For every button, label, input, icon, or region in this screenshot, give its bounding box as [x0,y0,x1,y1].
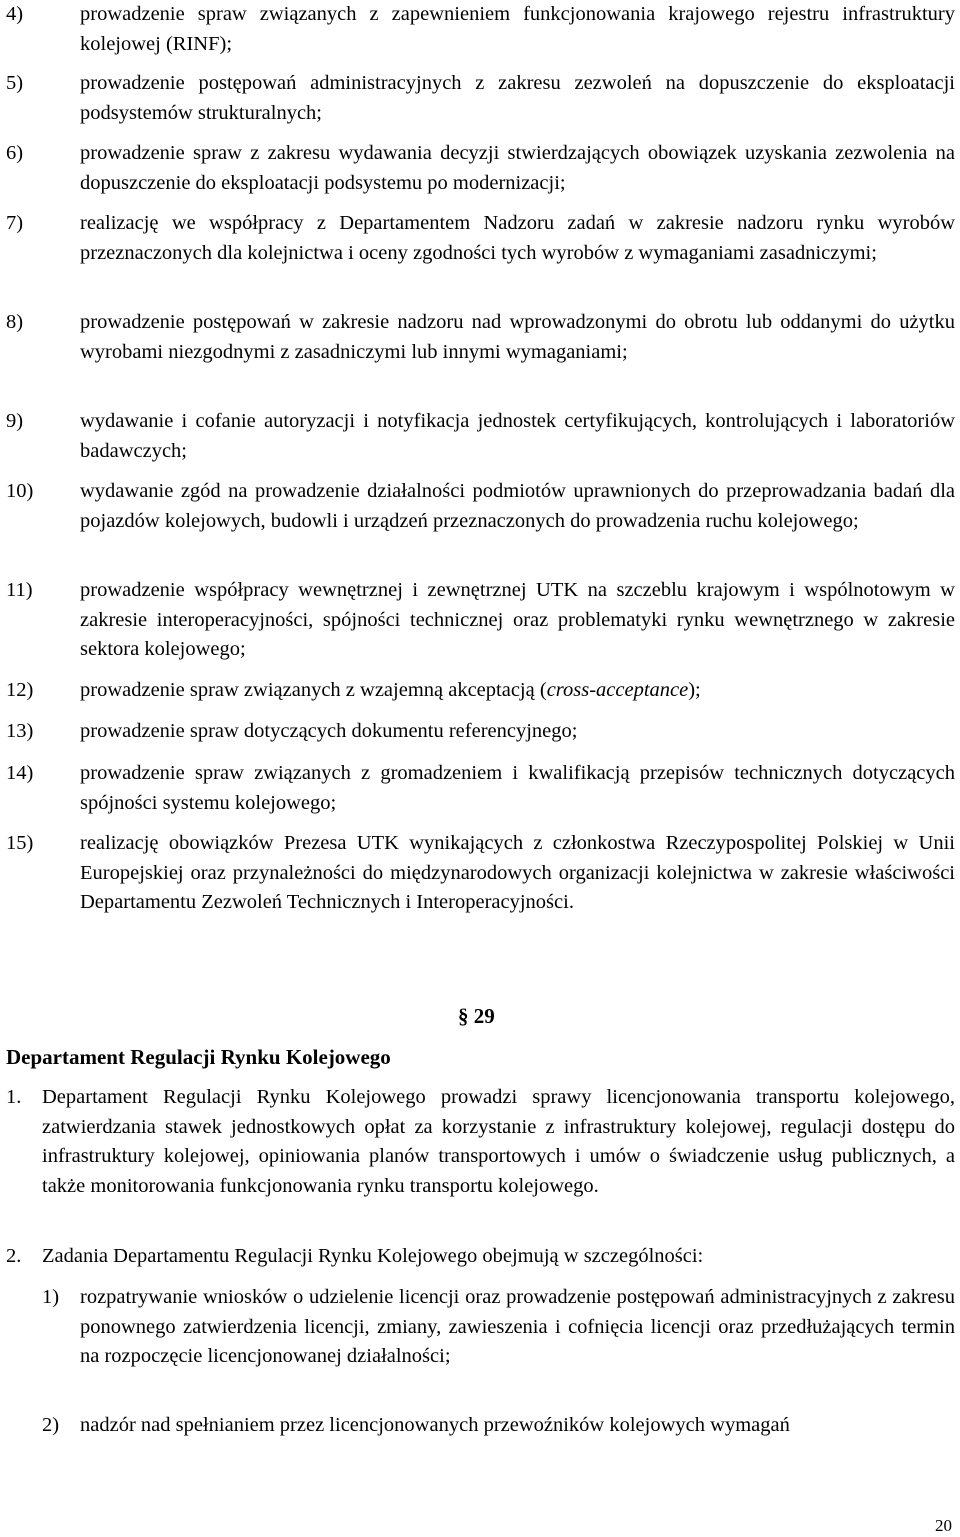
list-item [42,1283,955,1372]
section-paragraph [6,1242,955,1272]
list-item-number: 6) [6,142,24,164]
list-item-number: 4) [6,3,24,25]
list-item-number: 2) [42,1414,60,1436]
list-item [42,1411,955,1441]
list-item-number: 14) [6,762,34,784]
list-item-number: 12) [6,679,34,701]
section-heading: Departament Regulacji Rynku Kolejowego [6,1045,391,1069]
list-item-text: wydawanie i cofanie autoryzacji i notyfikacja jednostek certyfikujących, kontrolujących i laboratoriów badawczych; [80,410,955,462]
list-item-text: realizację obowiązków Prezesa UTK wynikających z członkostwa Rzeczypospolitej Polskiej w Unii Europejskiej oraz przynależności do międzynarodowych organizacji kolejnictwa w zakresie właściwości Departamentu Zezwoleń Technicznych i Interoperacyjności. [80,832,955,913]
list-item-number: 11) [6,579,33,601]
list-item-number: 15) [6,832,34,854]
list-item-text-part: prowadzenie spraw związanych z wzajemną akceptacją ( [80,679,547,701]
list-item-text [80,676,955,706]
list-item [6,717,955,747]
list-item-number: 13) [6,720,34,742]
list-item [6,576,955,665]
list-item-text: prowadzenie postępowań administracyjnych z zakresu zezwoleń na dopuszczenie do eksploatacji podsystemów strukturalnych; [80,72,955,124]
list-item [6,407,955,466]
list-item-number: 10) [6,480,34,502]
section-number: 1. [6,1086,22,1108]
paragraph-mark: § 29 [458,1004,495,1028]
list-item-number: 9) [6,410,24,432]
list-item-italic-term: cross-acceptance [546,679,689,701]
list-item [6,676,955,706]
list-item [6,829,955,918]
list-item [6,0,955,59]
list-item-text: prowadzenie spraw dotyczących dokumentu referencyjnego; [80,720,578,742]
list-item-text: prowadzenie spraw z zakresu wydawania decyzji stwierdzających obowiązek uzyskania zezwolenia na dopuszczenie do eksploatacji podsystemu po modernizacji; [80,142,955,194]
section-text: Zadania Departamentu Regulacji Rynku Kolejowego obejmują w szczególności: [42,1245,704,1267]
list-item-text-part: ); [688,679,701,701]
list-item-number: 1) [42,1286,60,1308]
list-item [6,759,955,818]
page-number: 20 [935,1516,952,1535]
list-item [6,477,955,536]
list-item-text: prowadzenie współpracy wewnętrznej i zewnętrznej UTK na szczeblu krajowym i wspólnotowym w zakresie interoperacyjności, spójności technicznej oraz problematyki rynku wewnętrznego w zakresie sektora kolejowego; [80,579,955,660]
list-item [6,209,955,268]
section-number: 2. [6,1245,22,1267]
section-paragraph [6,1083,955,1201]
list-item-text: rozpatrywanie wniosków o udzielenie licencji oraz prowadzenie postępowań administracyjnych z zakresu ponownego zatwierdzenia licencji, zmiany, zawieszenia i cofnięcia licencji oraz przedłużających termin na rozpoczęcie licencjonowanej działalności; [80,1286,955,1367]
list-item-text: realizację we współpracy z Departamentem Nadzoru zadań w zakresie nadzoru rynku wyrobów przeznaczonych dla kolejnictwa i oceny zgodności tych wyrobów z wymaganiami zasadniczymi; [80,212,955,264]
list-item-text: prowadzenie spraw związanych z zapewnieniem funkcjonowania krajowego rejestru infrastruktury kolejowej (RINF); [80,3,955,55]
list-item-text: wydawanie zgód na prowadzenie działalności podmiotów uprawnionych do przeprowadzania badań dla pojazdów kolejowych, budowli i urządzeń przeznaczonych do prowadzenia ruchu kolejowego; [80,480,955,532]
list-item [6,69,955,128]
list-item [6,308,955,367]
list-item-text: prowadzenie spraw związanych z gromadzeniem i kwalifikacją przepisów technicznych dotyczących spójności systemu kolejowego; [80,762,955,814]
list-item-number: 5) [6,72,24,94]
list-item-number: 7) [6,212,24,234]
list-item-number: 8) [6,311,24,333]
list-item-text: prowadzenie postępowań w zakresie nadzoru nad wprowadzonymi do obrotu lub oddanymi do użytku wyrobami niezgodnymi z zasadniczymi lub innymi wymaganiami; [80,311,955,363]
section-text: Departament Regulacji Rynku Kolejowego prowadzi sprawy licencjonowania transportu kolejowego, zatwierdzania stawek jednostkowych opłat za korzystanie z infrastruktury kolejowej, regulacji dostępu do infrastruktury kolejowej, opiniowania planów transportowych i umów o świadczenie usług publicznych, a także monitorowania funkcjonowania rynku transportu kolejowego. [42,1086,955,1197]
list-item-text: nadzór nad spełnianiem przez licencjonowanych przewoźników kolejowych wymagań [80,1414,790,1436]
list-item [6,139,955,198]
